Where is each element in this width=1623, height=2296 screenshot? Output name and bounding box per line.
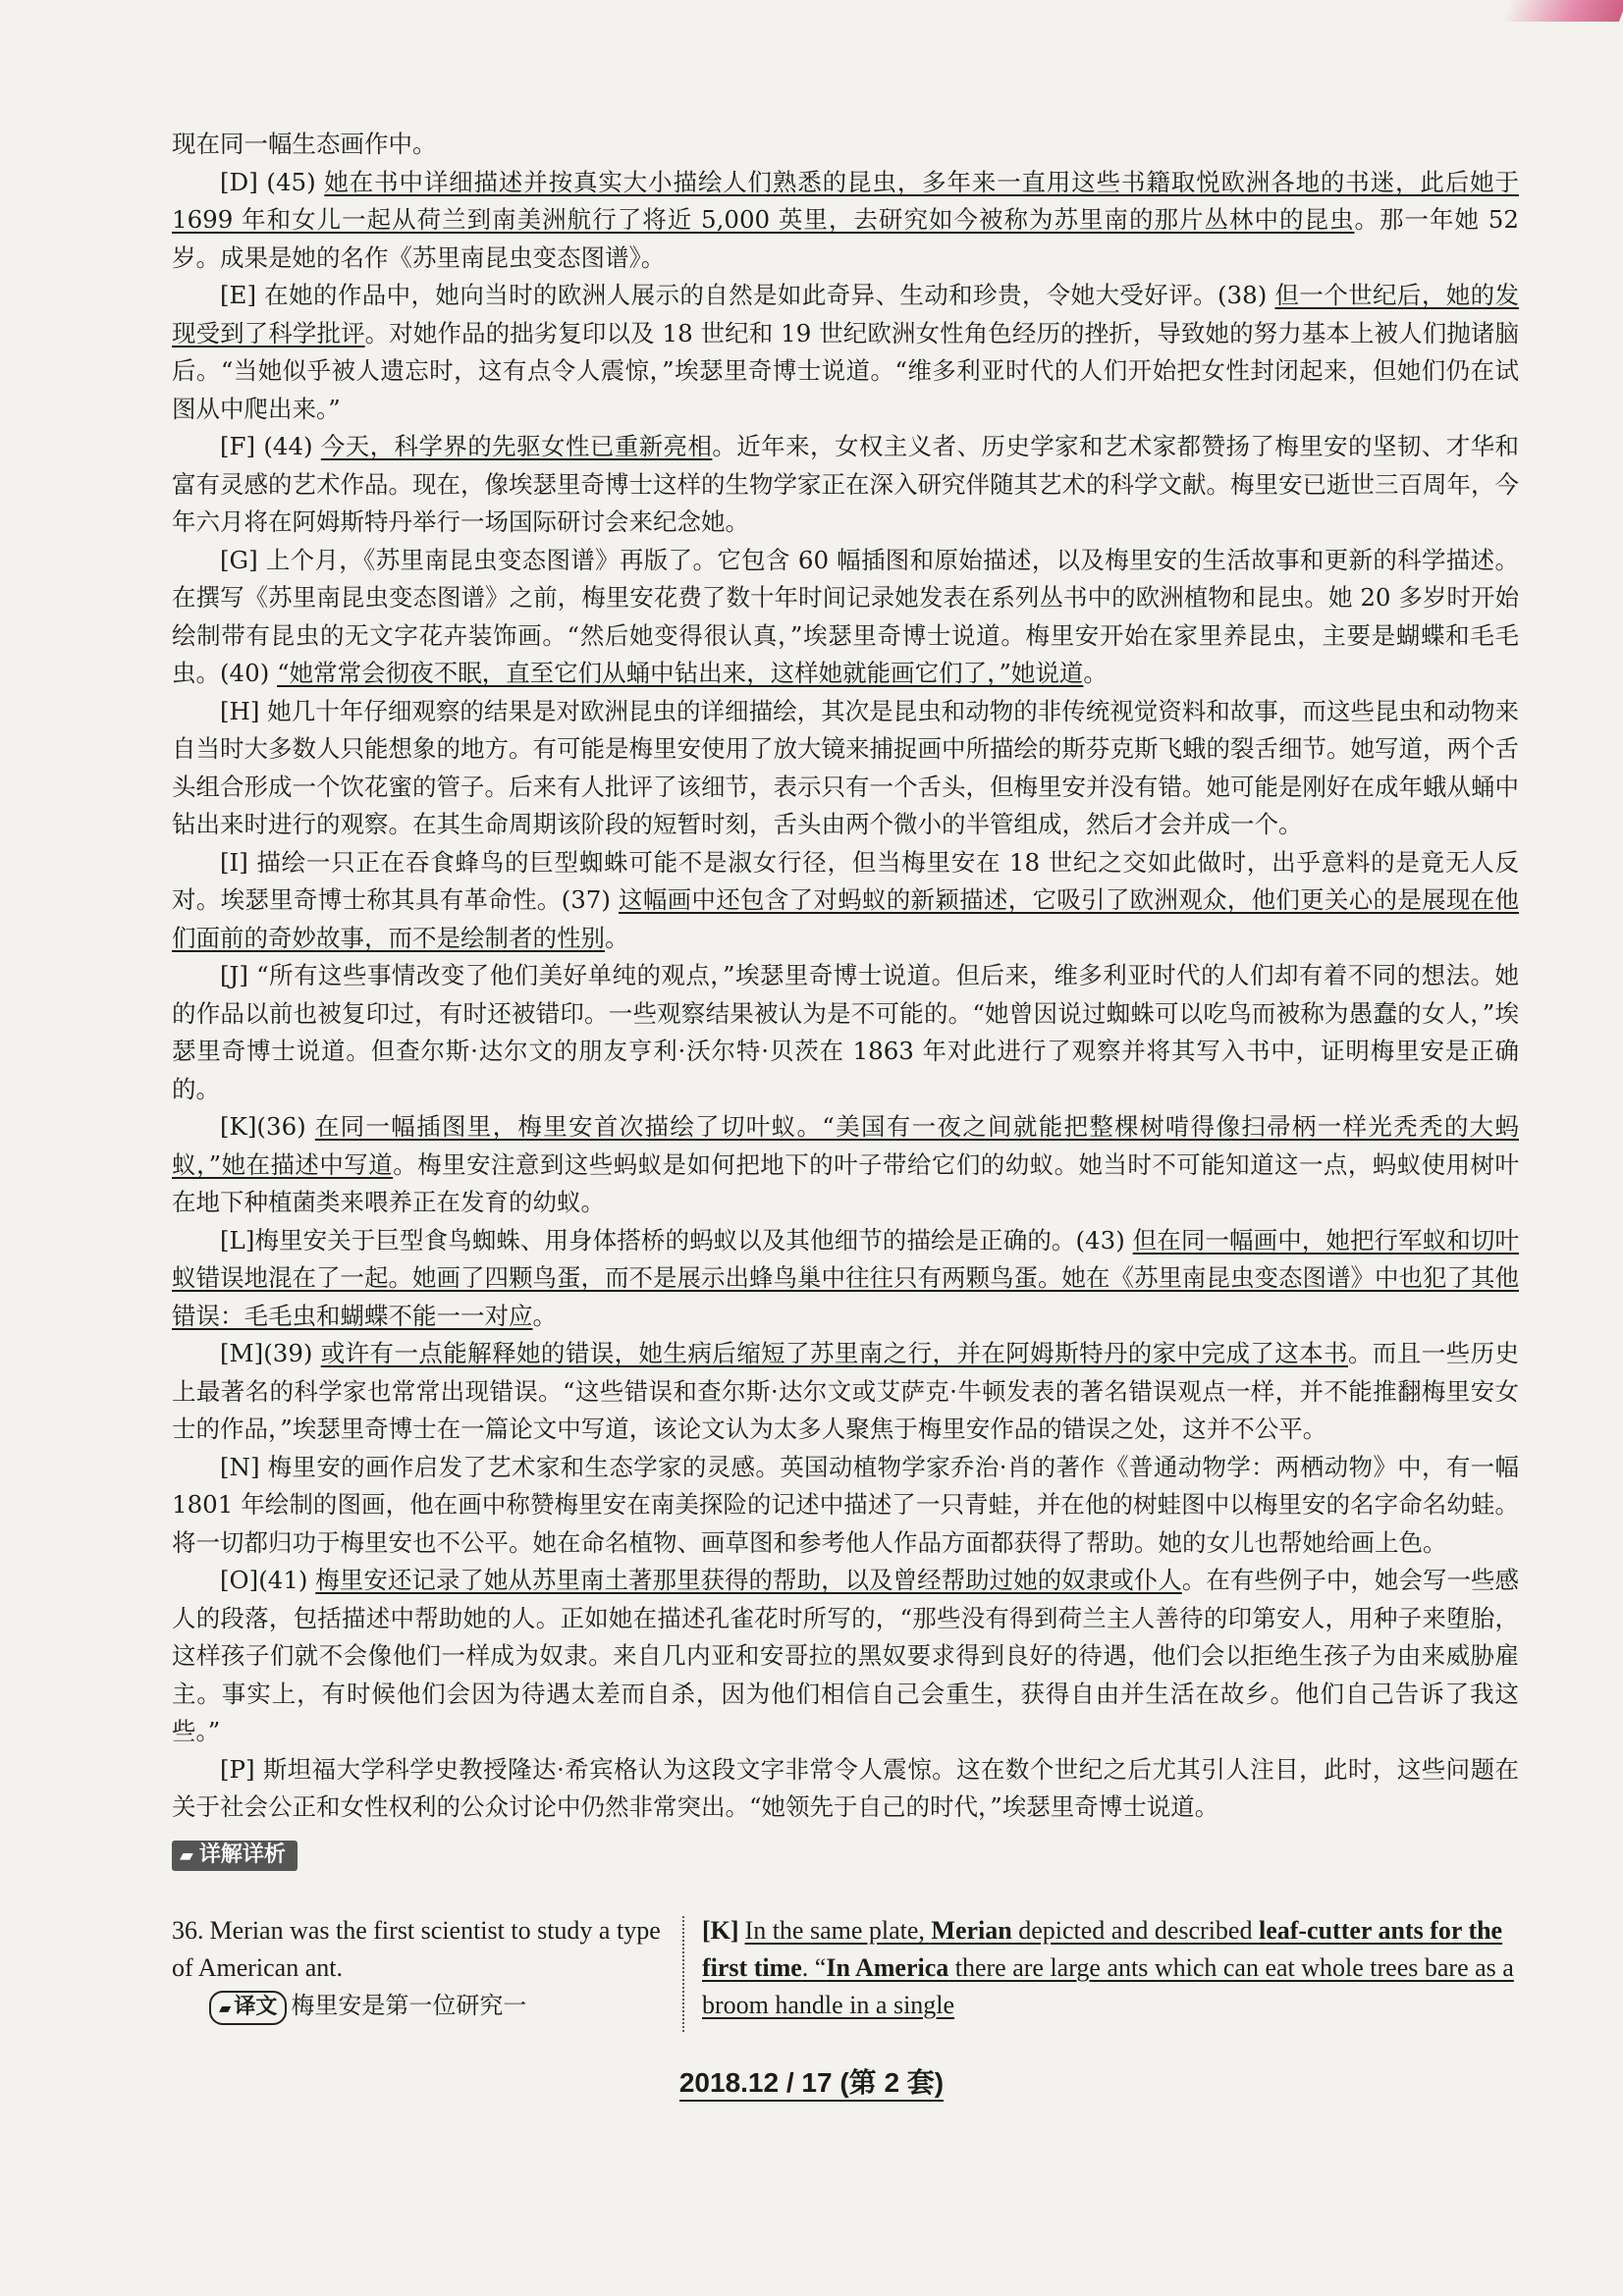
paragraph-pf [172,428,1519,542]
paragraph-text: [G] 上个月，《苏里南昆虫变态图谱》再版了。它包含 60 幅插图和原始描述，以及梅里安的生活故事和更新的科学描述。在撰写《苏里南昆虫变态图谱》之前，梅里安花费了数十年时间记录她发表在系列丛书中的欧洲植物和昆虫。她 20 多岁时开始绘制带有昆虫的无文字花卉装饰画。“然后她变得很认真，”埃瑟里奇博士说道。梅里安开始在家里养昆虫，主要是蝴蝶和毛毛虫。(40) [172,545,1519,687]
paragraph-text: 。近年来，女权主义者、历史学家和艺术家都赞扬了梅里安的坚韧、才华和富有灵感的艺术作品。现在，像埃瑟里奇博士这样的生物学家正在深入研究伴随其艺术的科学文献。梅里安已逝世三百周年，今年六月将在阿姆斯特丹举行一场国际研讨会来纪念她。 [172,432,1520,536]
keyword-text: Merian [931,1916,1012,1945]
question-statement [172,1912,663,1987]
paragraph-list [172,126,1519,1827]
paragraph-text: [K](36) [220,1112,315,1141]
question-column [172,1912,663,2025]
folder-icon: ▰ [219,1999,232,2017]
paragraph-text: [J] “所有这些事情改变了他们美好单纯的观点，”埃瑟里奇博士说道。但后来，维多利亚时代的人们却有着不同的想法。她的作品以前也被复印过，有时还被错印。一些观察结果被认为是不可能的。“她曾因说过蜘蛛可以吃鸟而被称为愚蠢的女人，”埃瑟里奇博士说道。但查尔斯·达尔文的朋友亨利·沃尔特·贝茨在 1863 年对此进行了观察并将其写入书中，证明梅里安是正确的。 [172,961,1519,1103]
paragraph-p0 [172,126,1519,164]
underlined-text: 或许有一点能解释她的错误，她生病后缩短了苏里南之行，并在阿姆斯特丹的家中完成了这本书 [320,1339,1349,1367]
source-column [702,1912,1519,2024]
source-text-segment: In the same plate, [744,1916,932,1945]
keyword-text: In America [826,1953,949,1982]
paragraph-pk [172,1108,1519,1222]
paragraph-text: [D] (45) [220,167,325,196]
underlined-text: 在同一幅插图里，梅里安首次描绘了切叶蚁。“美国有一夜之间就能把整棵树啃得像扫帚柄一样光秃秃的大蚂蚁，”她在描述中写道 [172,1112,1519,1179]
paragraph-text: [N] 梅里安的画作启发了艺术家和生态学家的灵感。英国动植物学家乔治·肖的著作《普通动物学：两栖动物》中，有一幅 1801 年绘制的图画，他在画中称赞梅里安在南美探险的记述中描述了一只青蛙，并在他的树蛙图中以梅里安的名字命名幼蛙。将一切都归功于梅里安也不公平。她在命名植物、画草图和参考他人作品方面都获得了帮助。她的女儿也帮她给画上色。 [172,1452,1519,1557]
translation-label-text: 译文 [234,1995,278,2019]
translation-label [209,1991,287,2025]
paragraph-po [172,1562,1519,1751]
underlined-text: “她常常会彻夜不眠，直至它们从蛹中钻出来，这样她就能画它们了，”她说道 [277,659,1084,687]
source-text-segment: there are large ants which can eat whole trees bare as a broom handle in a single [702,1953,1514,2019]
paragraph-text: [H] 她几十年仔细观察的结果是对欧洲昆虫的详细描绘，其次是昆虫和动物的非传统视觉资料和故事，而这些昆虫和动物来自当时大多数人只能想象的地方。有可能是梅里安使用了放大镜来捕捉画中所描绘的斯芬克斯飞蛾的裂舌细节。她写道，两个舌头组合形成一个饮花蜜的管子。后来有人批评了该细节，表示只有一个舌头，但梅里安并没有错。她可能是刚好在成年蛾从蛹中钻出来时进行的观察。在其生命周期该阶段的短暂时刻，舌头由两个微小的半管组成，然后才会并成一个。 [172,696,1519,838]
paragraph-reference: [K] [702,1916,739,1945]
underlined-text: 但在同一幅画中，她把行军蚁和切叶蚁错误地混在了一起。她画了四颗鸟蛋，而不是展示出蜂鸟巢中往往只有两颗鸟蛋。她在《苏里南昆虫变态图谱》中也犯了其他错误：毛毛虫和蝴蝶不能一一对应 [172,1225,1520,1330]
source-text [702,1916,1514,2019]
underlined-text: 这幅画中还包含了对蚂蚁的新颖描述，它吸引了欧洲观众，他们更关心的是展现在他们面前的奇妙故事，而不是绘制者的性别 [172,885,1520,952]
folder-icon: ▰ [180,1844,193,1866]
paragraph-pd [172,164,1519,278]
column-divider [682,1916,684,2032]
corner-color-mark [1501,0,1623,22]
paragraph-pp [172,1751,1519,1827]
paragraph-text: 现在同一幅生态画作中。 [172,130,437,158]
paragraph-text: 。 [532,1301,557,1330]
paragraph-text: [F] (44) [220,432,321,460]
footer-text: 2018.12 / 17 (第 2 套) [679,2067,944,2102]
page-footer [0,2061,1623,2101]
paragraph-ph [172,693,1519,844]
keyword-text: leaf-cutter ants for the first time [702,1916,1503,1982]
paragraph-text: 。 [1083,659,1108,687]
paragraph-text: [M](39) [220,1339,321,1367]
paragraph-pe [172,277,1519,428]
underlined-text: 今天，科学界的先驱女性已重新亮相 [320,432,713,460]
paragraph-pj [172,957,1519,1108]
paragraph-text: 。梅里安注意到这些蚂蚁是如何把地下的叶子带给它们的幼蚁。她当时不可能知道这一点，蚂蚁使用树叶在地下种植菌类来喂养正在发育的幼蚁。 [172,1149,1519,1216]
paragraph-pl [172,1222,1519,1336]
paragraph-text: 。在有些例子中，她会写一些感人的段落，包括描述中帮助她的人。正如她在描述孔雀花时所写的，“那些没有得到荷兰主人善待的印第安人，用种子来堕胎，这样孩子们就不会像他们一样成为奴隶。来自几内亚和安哥拉的黑奴要求得到良好的待遇，他们会以拒绝生孩子为由来威胁雇主。事实上，有时候他们会因为待遇太差而自杀，因为他们相信自己会重生，获得自由并生活在故乡。他们自己告诉了我这些。” [172,1566,1519,1745]
answer-analysis [172,1912,1519,2059]
paragraph-text: [I] 描绘一只正在吞食蜂鸟的巨型蜘蛛可能不是淑女行径，但当梅里安在 18 世纪之交如此做时，出乎意料的是竟无人反对。埃瑟里奇博士称其具有革命性。(37) [172,847,1519,914]
underlined-text: 她在书中详细描述并按真实大小描绘人们熟悉的昆虫，多年来一直用这些书籍取悦欧洲各地的书迷，此后她于 1699 年和女儿一起从荷兰到南美洲航行了将近 5,000 英里，去研究如今被称为苏里南的那片丛林中的昆虫 [172,167,1519,234]
section-label [172,1841,298,1871]
paragraph-text: [E] 在她的作品中，她向当时的欧洲人展示的自然是如此奇异、生动和珍贵，令她大受好评。(38) [220,281,1275,309]
underlined-text: 但一个世纪后，她的发现受到了科学批评 [172,281,1520,347]
question-text: Merian was the first scientist to study a type of American ant. [172,1916,661,1982]
paragraph-text: 。 [605,923,629,952]
paragraph-text: [P] 斯坦福大学科学史教授隆达·希宾格认为这段文字非常令人震惊。这在数个世纪之后尤其引人注目，此时，这些问题在关于社会公正和女性权利的公众讨论中仍然非常突出。“她领先于自己的时代，”埃瑟里奇博士说道。 [172,1754,1519,1821]
question-number: 36. [172,1916,204,1945]
paragraph-pi [172,844,1519,958]
paragraph-text: 。那一年她 52 岁。成果是她的名作《苏里南昆虫变态图谱》。 [172,205,1519,272]
article-body [172,126,1519,1872]
section-label-text: 详解详析 [198,1842,286,1867]
paragraph-text: 。而且一些历史上最著名的科学家也常常出现错误。“这些错误和查尔斯·达尔文或艾萨克·牛顿发表的著名错误观点一样，并不能推翻梅里安女士的作品，”埃瑟里奇博士在一篇论文中写道，该论文认为太多人聚焦于梅里安作品的错误之处，这并不公平。 [172,1339,1519,1443]
source-text-segment: . “ [801,1953,827,1982]
paragraph-pm [172,1335,1519,1449]
translation-text: 梅里安是第一位研究一 [291,1992,527,2019]
translation [172,1987,663,2025]
underlined-text: 梅里安还记录了她从苏里南土著那里获得的帮助，以及曾经帮助过她的奴隶或仆人 [315,1566,1182,1594]
paragraph-pn [172,1449,1519,1563]
paragraph-text: [L]梅里安关于巨型食鸟蜘蛛、用身体搭桥的蚂蚁以及其他细节的描绘是正确的。(43) [220,1225,1133,1255]
paragraph-text: 。对她作品的拙劣复印以及 18 世纪和 19 世纪欧洲女性角色经历的挫折，导致她的努力基本上被人们抛诸脑后。“当她似乎被人遗忘时，这有点令人震惊，”埃瑟里奇博士说道。“维多利亚时代的人们开始把女性封闭起来，但她们仍在试图从中爬出来。” [172,318,1519,423]
source-text-segment: depicted and described [1011,1916,1259,1945]
paragraph-pg [172,542,1519,693]
paragraph-text: [O](41) [220,1566,316,1594]
